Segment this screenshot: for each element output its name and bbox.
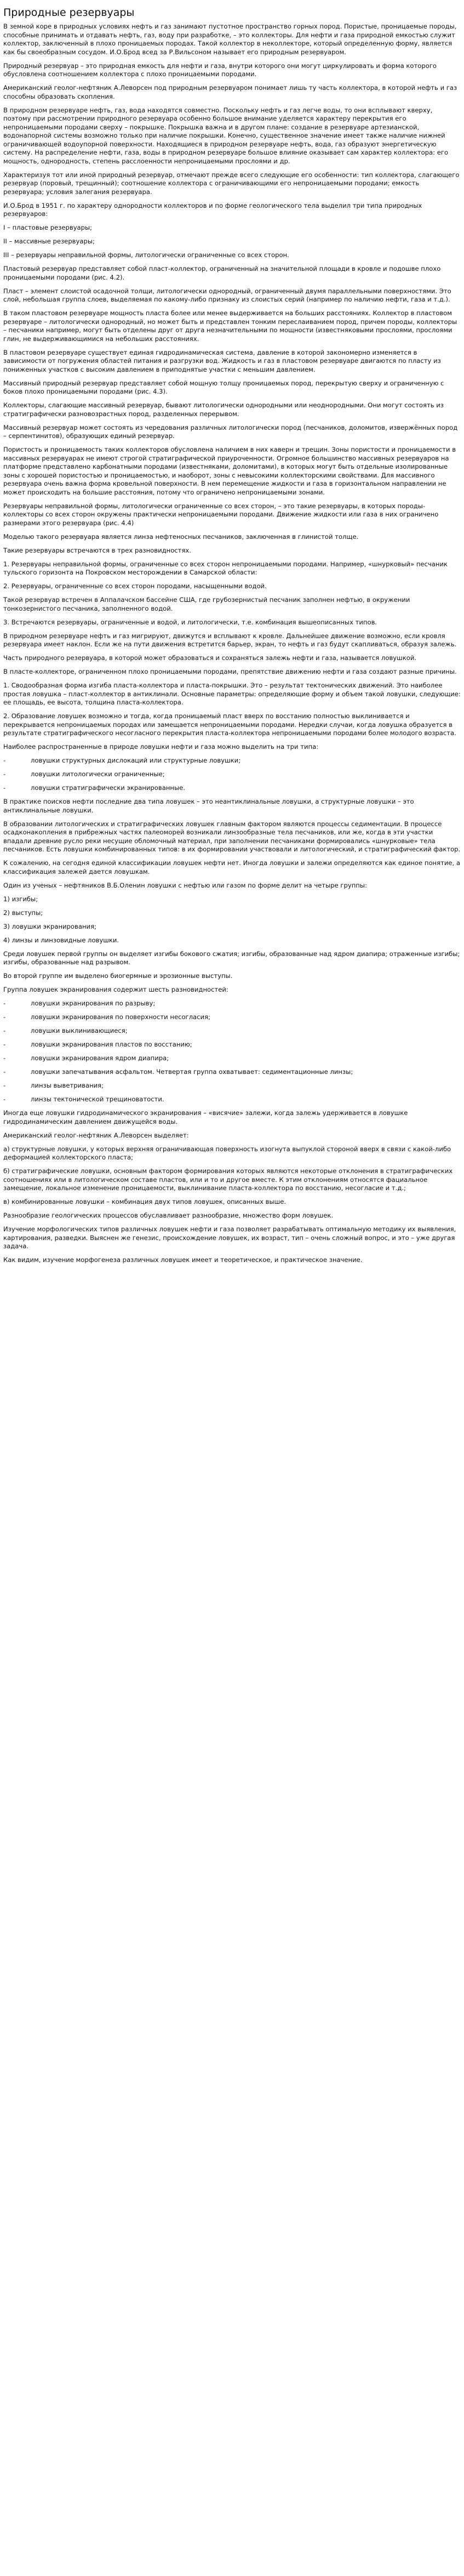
paragraph: а) структурные ловушки, у которых верхняя ограничивающая поверхность изогнута выпуклой стороной вверх в связи с какой-либо деформацией коллекторского пласта; xyxy=(3,1145,451,1161)
paragraph: Природный резервуар – это природная емкость для нефти и газа, внутри которого они могут циркулировать и форма которого обусловлена соотношением коллектора с плохо проницаемыми породами. xyxy=(3,61,437,78)
paragraph: В земной коре в природных условиях нефть и газ занимают пустотное пространство горных пород. Пористые, проницаемые породы, способные принимать и отдавать нефть, газ, воду при разработке, – это коллекторы. Для нефти и газа природной емкостью служит коллектор, заключенный в плохо проницаемых породах. Такой коллектор в неколлекторе, который определенную форму, является как бы своеобразным сосудом. И.О.Брод всед за Р.Вильсоном называет его природным резервуаром. xyxy=(3,22,457,56)
list-item: - ловушки литологически ограниченные; xyxy=(3,770,165,778)
paragraph: 4) линзы и линзовидные ловушки. xyxy=(3,936,119,944)
paragraph: В образовании литологических и стратиграфических ловушек главным фактором являются процессы седиментации. В процессе осадконакопления в прибрежных частях палеоморей возникали линзообразные тела песчаников, или же, когда в эти участки впадали древние русло реки несущие обломочный материал, при заполнении песчаниками формировались «шнурковые» тела песчаников. Есть ловушки комбинированных типов: в их формировании участвовали и литологический, и стратиграфический фактор. xyxy=(3,820,461,853)
paragraph: В природном резервуаре нефть, газ, вода находятся совместно. Поскольку нефть и газ легче воды, то они всплывают кверху, поэтому при рассмотрении природного резервуара особенно большое внимание уделяется характеру перекрытия его непроницаемыми породами сверху – покрышке. Покрышка важна и в другом плане: создание в резервуаре артезианской, водонапорной системы возможно только при наличие покрышки. Конечно, существенное значение имеет также наличие нижней ограничивающей водоупорной поверхности. Находящиеся в природном резервуаре нефть, вода, газ образуют энергетическую систему. На распределение нефти, газа, воды в природном резервуаре большое влияние оказывает сам характер коллектора: его мощность, однородность, степень расслоенности непроницаемыми прослоями и др. xyxy=(3,106,449,165)
paragraph: Во второй группе им выделено биогермные и эрозионные выступы. xyxy=(3,972,233,980)
paragraph: В пласте-коллекторе, ограниченном плохо проницаемыми породами, препятствие движению нефти и газа создают разные причины. xyxy=(3,668,457,675)
paragraph: Часть природного резервуара, в которой может образоваться и сохраняться залежь нефти и газа, называется ловушкой. xyxy=(3,654,417,662)
paragraph: Такие резервуары встречаются в трех разновидностях. xyxy=(3,546,191,554)
paragraph: Моделью такого резервуара является линза нефтеносных песчаников, заключенная в глинистой толще. xyxy=(3,532,359,541)
paragraph: Пористость и проницаемость таких коллекторов обусловлена наличием в них каверн и трещин. Зоны пористости и проницаемости в массивных резервуарах не имеют строгой стратиграфической приуроченности. Огромное большинство массивных резервуаров на платформе представлено карбонатными породами (известняками, доломитами), в которых могут быть отдельные изолированные зоны с хорошей пористостью и проницаемостью, и наоборот, зоны с невысокими коллекторскими свойствами. Для массивного резервуара очень важна форма кровельной поверхности. В нем перемещение жидкости и газа в горизонтальном направлении не может происходить на большие расстояния, потому что ограничено непроницаемыми зонами. xyxy=(3,446,456,496)
list-item: - ловушки экранирования ядром диапира; xyxy=(3,1054,169,1062)
paragraph: Массивный резервуар может состоять из чередования различных литологически пород (песчаников, доломитов, извержённых пород – серпентинитов), образующих единый резервуар. xyxy=(3,423,458,440)
paragraph: 2) выступы; xyxy=(3,908,43,917)
paragraph: Изучение морфологических типов различных ловушек нефти и газа позволяет разрабатывать оптимальную методику их выявления, картирования, разведки. Выяснен же генезис, происхождение ловушек, их возраст, тип – очень сложный вопрос, и это – уже другая задача. xyxy=(3,1225,456,1250)
paragraph: в) комбинированные ловушки – комбинация двух типов ловушек, описанных выше. xyxy=(3,1198,287,1205)
paragraph: 3) ловушки экранирования; xyxy=(3,922,96,930)
paragraph: Резервуары неправильной формы, литологически ограниченные со всех сторон, – это такие резервуары, в которых породы-коллекторы со всех сторон окружены практически непроницаемыми породами. Движение жидкости или газа в них ограничено размерами этого резервуара (рис. 4.4) xyxy=(3,502,439,527)
list-item: - ловушки экранирования по поверхности несогласия; xyxy=(3,1013,210,1021)
paragraph: 1) изгибы; xyxy=(3,895,38,903)
paragraph: Иногда еще ловушки гидродинамического экранирования – «висячие» залежи, когда залежь удерживается в ловушке гидродинамическим давлением движущейся воды. xyxy=(3,1109,408,1125)
paragraph: В пластовом резервуаре существует единая гидродинамическая система, давление в которой закономерно изменяется в зависимости от погружения областей питания и разгрузки вод. Жидкость и газ в пластовом резервуаре двигаются по пласту из пониженных участков с высоким давлением в приподнятые участки с меньшим давлением. xyxy=(3,348,441,373)
list-item: - ловушки экранирования по разрыву; xyxy=(3,999,156,1007)
paragraph: III – резервуары неправильной формы, литологически ограниченные со всех сторон. xyxy=(3,251,289,259)
paragraph: Как видим, изучение морфогенеза различных ловушек имеет и теоретическое, и практическое значение. xyxy=(3,1256,363,1264)
paragraph: II – массивные резервуары; xyxy=(3,237,95,245)
paragraph: Группа ловушек экранирования содержит шесть разновидностей: xyxy=(3,986,228,993)
list-item: - ловушки выклинивающиеся; xyxy=(3,1027,128,1034)
paragraph: Американский геолог-нефтяник А.Леворсен выделяет: xyxy=(3,1131,189,1139)
paragraph: I – пластовые резервуары; xyxy=(3,224,93,231)
paragraph: К сожалению, на сегодня единой классификации ловушек нефти нет. Иногда ловушки и залежи определяются как единое понятие, а классификация залежей дается ловушкам. xyxy=(3,859,460,875)
page-title: Природные резервуары xyxy=(3,7,135,19)
paragraph: 2. Резервуары, ограниченные со всех сторон породами, насыщенными водой. xyxy=(3,582,267,590)
paragraph: И.О.Брод в 1951 г. по характеру однородности коллекторов и по форме геологического тела выделил три типа природных резервуаров: xyxy=(3,201,422,218)
list-item: - линзы выветривания; xyxy=(3,1082,104,1089)
paragraph: 2. Образование ловушек возможно и тогда, когда проницаемый пласт вверх по восстанию полностью выклинивается и перекрывается непроницаемых породах или замещается непроницаемыми породами. Нередки случаи, когда ловушка образуется в результате стратиграфического несогласного перекрытия пласта-коллектора непроницаемыми породами более молодого возраста. xyxy=(3,712,456,737)
paragraph: Разнообразие геологических процессов обуславливает разнообразие, множество форм ловушек. xyxy=(3,1212,334,1219)
paragraph: б) стратиграфические ловушки, основным фактором формирования которых являются некоторые отклонения в стратиграфических соотношениях или в литологическом составе пластов, или и то и другое вместе. К этим отклонениям относятся фациальное замещение, локальное изменение проницаемости, выклинивание пласта-коллектора по восстанию, несогласие и т.д.; xyxy=(3,1167,453,1192)
paragraph: Коллекторы, слагающие массивный резервуар, бывают литологически однородными или неоднородными. Они могут состоять из стратиграфически разновозрастных пород, разделенных перерывом. xyxy=(3,401,444,418)
paragraph: 1. Резервуары неправильной формы, ограниченные со всех сторон непроницаемыми породами. Например, «шнурковый» песчаник тульского горизонта на Покровском месторождении в Самарской области: xyxy=(3,560,448,576)
paragraph: Среди ловушек первой группы он выделяет изгибы бокового сжатия; изгибы, образованные над ядром диапира; отраженные изгибы; изгибы, образованные над разрывом. xyxy=(3,949,460,966)
list-item: - ловушки структурных дислокаций или структурные ловушки; xyxy=(3,757,241,764)
paragraph: Массивный природный резервуар представляет собой мощную толщу проницаемых пород, перекрытую сверху и ограниченную с боков плохо проницаемыми породами (рис. 4.3). xyxy=(3,379,444,395)
paragraph: В природном резервуаре нефть и газ мигрируют, движутся и всплывают к кровле. Дальнейшее движение возможно, если кровля резервуара имеет наклон. Если же на пути движения встретится барьер, экран, то нефть и газ будут скапливаться, образуя залежь. xyxy=(3,632,457,648)
paragraph: Характеризуя тот или иной природный резервуар, отмечают прежде всего следующие его особенности: тип коллектора, слагающего резервуар (поровый, трещинный); соотношение коллектора с ограничивающими его непроницаемыми породами; емкость резервуара; условия залегания резервуара. xyxy=(3,170,460,196)
paragraph: В таком пластовом резервуаре мощность пласта более или менее выдерживается на больших расстояниях. Коллектор в пластовом резервуаре – литологически однородный, но может быть и представлен тонким переслаиванием пород, причем породы, коллекторы – песчаники например, могут быть отделены друг от друга незначительными по мощности (известняковыми прослоями, прослоями глин, не выдерживающимися на небольших расстояниях. xyxy=(3,309,457,343)
paragraph: 1. Сводообразная форма изгиба пласта-коллектора и пласта-покрышки. Это – результат тектонических движений. Это наиболее простая ловушка – пласт-коллектор в антиклинали. Основные параметры: определяющие форму и объем такой ловушки, следующие: ее площадь, ее высота, толщина пласта-коллектора. xyxy=(3,681,461,706)
list-item: - ловушки стратиграфически экранированные. xyxy=(3,784,185,792)
paragraph: В практике поисков нефти последние два типа ловушек – это неантиклинальные ловушки, а структурные ловушки – это антиклинальные ловушки. xyxy=(3,798,414,814)
paragraph: Такой резервуар встречен в Аппалачском бассейне США, где грубозернистый песчаник заполнен нефтью, в окружении тонкозернистого песчаника, заполненного водой. xyxy=(3,596,410,612)
paragraph: 3. Встречаются резервуары, ограниченные и водой, и литологически, т.е. комбинация вышеописанных типов. xyxy=(3,618,377,626)
paragraph: Пласт – элемент слоистой осадочной толщи, литологически однородный, ограниченный двумя параллельными поверхностями. Это слой, небольшая группа слоев, выделяемая по какому-либо признаку из слоистых серий (например по наличию нефти, газа и т.д.). xyxy=(3,287,451,303)
list-item: - ловушки экранирования пластов по восстанию; xyxy=(3,1040,192,1048)
paragraph: Один из ученых – нефтяников В.Б.Оленин ловушки с нефтью или газом по форме делит на четыре группы: xyxy=(3,881,367,889)
paragraph: Пластовый резервуар представляет собой пласт-коллектор, ограниченный на значительной площади в кровле и подошве плохо проницаемыми породами (рис. 4.2). xyxy=(3,265,441,281)
list-item: - линзы тектонической трещиноватости. xyxy=(3,1095,164,1103)
list-item: - ловушки запечатывания асфальтом. Четвертая группа охватывает: седиментационные линзы; xyxy=(3,1068,353,1076)
paragraph: Наиболее распространенные в природе ловушки нефти и газа можно выделить на три типа: xyxy=(3,743,319,750)
paragraph: Американский геолог-нефтяник А.Леворсен под природным резервуаром понимает лишь ту часть коллектора, в которой нефть и газ способны образовать скопления. xyxy=(3,84,457,100)
